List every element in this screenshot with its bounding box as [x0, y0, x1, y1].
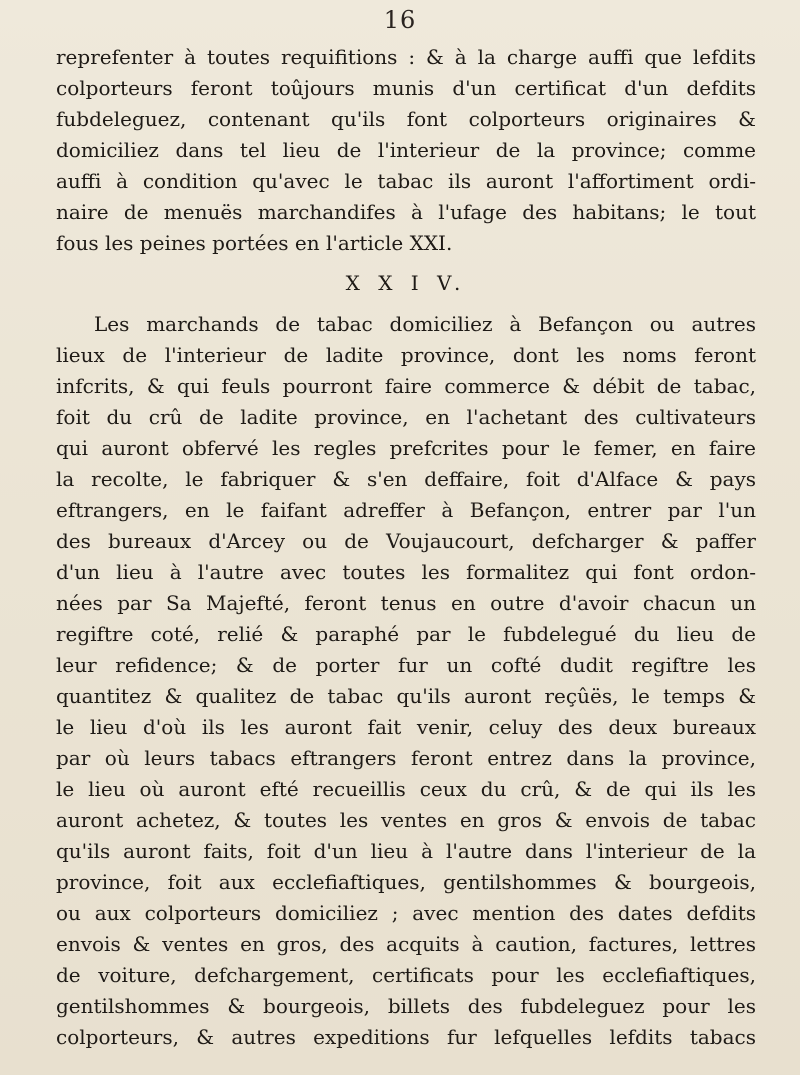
page-number: 16 — [383, 6, 417, 34]
text-line: de voiture, defchargement, certificats pour les ecclefiaftiques, — [56, 963, 756, 987]
text-line: auffi à condition qu'avec le tabac ils auront l'affortiment ordi- — [56, 169, 756, 193]
text-line: la recolte, le fabriquer & s'en deffaire, foit d'Alface & pays — [56, 467, 756, 491]
text-line: quantitez & qualitez de tabac qu'ils auront reçûës, le temps & — [56, 684, 756, 708]
text-line: nées par Sa Majefté, feront tenus en outre d'avoir chacun un — [56, 591, 756, 615]
text-line: leur refidence; & de porter fur un cofté dudit regiftre les — [56, 653, 756, 677]
paragraph-continuation — [56, 42, 756, 259]
text-line: infcrits, & qui feuls pourront faire commerce & débit de tabac, — [56, 374, 756, 398]
text-line: le lieu où auront efté recueillis ceux du crû, & de qui ils les — [56, 777, 756, 801]
text-line: ou aux colporteurs domiciliez ; avec mention des dates defdits — [56, 901, 756, 925]
text-line: colporteurs feront toûjours munis d'un certificat d'un defdits — [56, 76, 756, 100]
text-line: fous les peines portées en l'article XXI. — [56, 231, 453, 255]
text-line: par où leurs tabacs eftrangers feront entrez dans la province, — [56, 746, 756, 770]
text-line: domiciliez dans tel lieu de l'interieur de la province; comme — [56, 138, 756, 162]
text-line: naire de menuës marchandifes à l'ufage des habitans; le tout — [56, 200, 756, 224]
text-line: regiftre coté, relié & paraphé par le fubdelegué du lieu de — [56, 622, 756, 646]
article-heading: X X I V. — [345, 271, 467, 295]
text-line: gentilshommes & bourgeois, billets des fubdeleguez pour les — [56, 994, 756, 1018]
text-line: colporteurs, & autres expeditions fur lefquelles lefdits tabacs — [56, 1025, 756, 1049]
text-line: eftrangers, en le faifant adreffer à Befançon, entrer par l'un — [56, 498, 756, 522]
text-line: province, foit aux ecclefiaftiques, gentilshommes & bourgeois, — [56, 870, 756, 894]
text-line: d'un lieu à l'autre avec toutes les formalitez qui font ordon- — [56, 560, 756, 584]
text-line: qu'ils auront faits, foit d'un lieu à l'autre dans l'interieur de la — [56, 839, 756, 863]
text-line: qui auront obfervé les regles prefcrites pour le femer, en faire — [56, 436, 756, 460]
text-line: reprefenter à toutes requifitions : & à la charge auffi que lefdits — [56, 45, 756, 69]
text-line: Les marchands de tabac domiciliez à Befançon ou autres — [94, 312, 756, 336]
text-line: envois & ventes en gros, des acquits à caution, factures, lettres — [56, 932, 756, 956]
article-paragraph — [56, 309, 756, 1053]
text-line: des bureaux d'Arcey ou de Voujaucourt, defcharger & paffer — [56, 529, 756, 553]
text-line: le lieu d'où ils les auront fait venir, celuy des deux bureaux — [56, 715, 756, 739]
text-line: auront achetez, & toutes les ventes en gros & envois de tabac — [56, 808, 756, 832]
text-line: lieux de l'interieur de ladite province, dont les noms feront — [56, 343, 756, 367]
text-line: fubdeleguez, contenant qu'ils font colporteurs originaires & — [56, 107, 756, 131]
text-line: foit du crû de ladite province, en l'achetant des cultivateurs — [56, 405, 756, 429]
text-block — [56, 42, 756, 1053]
